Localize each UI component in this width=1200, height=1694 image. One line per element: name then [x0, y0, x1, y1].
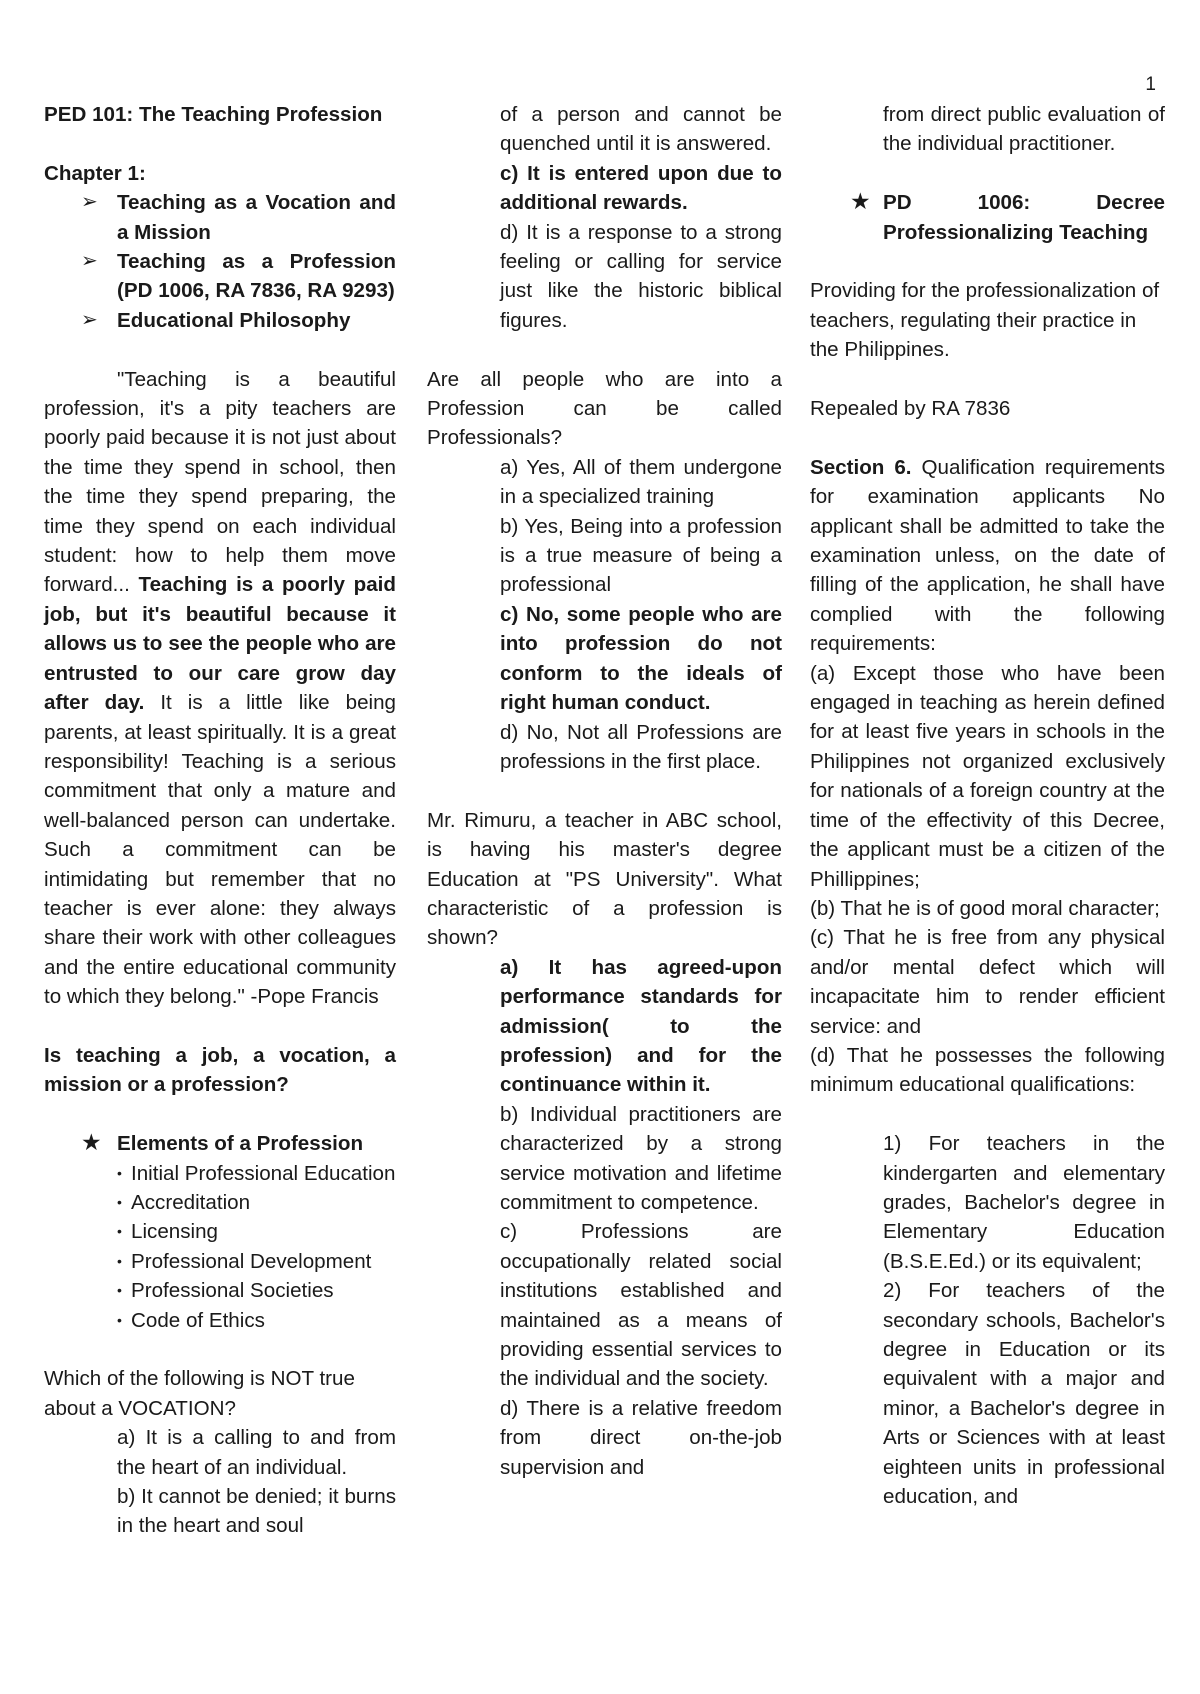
bullet-icon: • [117, 1311, 122, 1328]
requirement-a: (a) Except those who have been engaged in teaching as herein defined for at least five years in schools in the Philippines not organized exclusively for nationals of a foreign country at the time of the effectivity of this Decree, the applicant must be a citizen of the Phillippines; [810, 661, 1165, 891]
question-3-option-d: d) There is a relative freedom from direct on-the-job supervision and [500, 1396, 782, 1479]
question-3-stem: Mr. Rimuru, a teacher in ABC school, is having his master's degree Education at "PS University". What characteristic of a profession is shown? [427, 808, 782, 950]
requirement-c: (c) That he is free from any physical and/or mental defect which will incapacitate him to render efficient service: and [810, 926, 1165, 1038]
pope-francis-quote: "Teaching is a beautiful profession, it's a pity teachers are poorly paid because it is not just about the time they spend in school, then the time they spend preparing, the time they spend on each individual student: how to help them move forward... Teaching is a poorly paid job, but it's beautiful because it allows us to see the people who are entrusted to our care grow day after day. It is a little like being parents, at least spiritually. It is a great responsibility! Teaching is a serious commitment that only a mature and well-balanced person can undertake. Such a commitment can be intimidating but remember that no teacher is ever alone: they always share their work with other colleagues and the entire educational community to which they belong." -Pope Francis [44, 367, 396, 1009]
question-3-option-a-answer: a) It has agreed-upon performance standards for admission( to the profession) and for the continuance within it. [500, 955, 782, 1097]
bullet-icon: • [117, 1252, 122, 1269]
question-2-option-b: b) Yes, Being into a profession is a true measure of being a professional [500, 514, 782, 597]
section-6: Section 6. Qualification requirements for examination applicants No applicant shall be admitted to take the examination unless, on the date of filling of the application, he shall have complied with the following requirements: [810, 455, 1166, 656]
star-icon: ★ [850, 188, 871, 215]
pd-1006-description: Providing for the professionalization of teachers, regulating their practice in the Philippines. [810, 279, 1160, 362]
elements-heading: ★ Elements of a Profession [44, 1129, 396, 1158]
question-2-option-c-answer: c) No, some people who are into profession do not conform to the ideals of right human conduct. [500, 602, 782, 715]
bullet-icon: • [117, 1164, 122, 1181]
pd-1006-heading: ★ PD 1006: Decree Professionalizing Teaching [850, 188, 1165, 244]
question-1-option-d: d) It is a response to a strong feeling or calling for service just like the historic biblical figures. [500, 220, 782, 332]
element-item: • Accreditation [44, 1188, 396, 1217]
requirement-b: (b) That he is of good moral character; [810, 896, 1160, 920]
arrow-bullet-icon: ➢ [81, 250, 98, 273]
topic-item: ➢ Teaching as a Vocation and a Mission [44, 188, 396, 247]
question-3-option-d-cont: from direct public evaluation of the individual practitioner. [883, 103, 1165, 156]
bullet-icon: • [117, 1282, 122, 1299]
star-icon: ★ [81, 1129, 102, 1156]
question-3-option-b: b) Individual practitioners are characterized by a strong service motivation and lifetime commitment to competence. [500, 1102, 782, 1214]
question-1-option-a: a) It is a calling to and from the heart of an individual. [117, 1426, 396, 1479]
repealed-note: Repealed by RA 7836 [810, 397, 1011, 421]
element-item: • Professional Societies [44, 1276, 396, 1305]
question-2-option-d: d) No, Not all Professions are professions in the first place. [500, 720, 782, 773]
bullet-icon: • [117, 1223, 122, 1240]
requirement-d: (d) That he possesses the following minimum educational qualifications: [810, 1043, 1165, 1097]
bullet-icon: • [117, 1193, 122, 1210]
arrow-bullet-icon: ➢ [81, 191, 98, 214]
element-item: • Professional Development [44, 1247, 396, 1276]
page-number: 1 [1145, 74, 1156, 95]
topic-item: ➢ Teaching as a Profession (PD 1006, RA 7836, RA 9293) [44, 247, 396, 306]
question-1-option-c-answer: c) It is entered upon due to additional rewards. [500, 161, 782, 215]
question-1-option-b: b) It cannot be denied; it burns in the heart and soul [117, 1485, 396, 1538]
column-3 [810, 100, 1165, 1511]
column-1 [44, 100, 396, 1541]
question-1-option-b-cont: of a person and cannot be quenched until it is answered. [500, 103, 782, 156]
column-2 [427, 100, 782, 1482]
element-item: • Code of Ethics [44, 1306, 396, 1335]
discussion-question: Is teaching a job, a vocation, a mission or a profession? [44, 1043, 396, 1097]
question-2-stem: Are all people who are into a Profession can be called Professionals? [427, 367, 782, 450]
question-3-option-c: c) Professions are occupationally related social institutions established and maintained as a means of providing essential services to the individual and the society. [500, 1220, 782, 1391]
element-item: • Initial Professional Education [44, 1159, 396, 1188]
qualification-1: 1) For teachers in the kindergarten and elementary grades, Bachelor's degree in Elementary Education (B.S.E.Ed.) or its equivalent; [883, 1132, 1165, 1273]
element-item: • Licensing [44, 1217, 396, 1246]
qualification-2: 2) For teachers of the secondary schools, Bachelor's degree in Education or its equivalent with a major and minor, a Bachelor's degree in Arts or Sciences with at least eighteen units in professional education, and [883, 1279, 1165, 1509]
arrow-bullet-icon: ➢ [81, 308, 98, 331]
topic-item: ➢ Educational Philosophy [44, 306, 396, 335]
document-title: PED 101: The Teaching Profession [44, 103, 383, 126]
question-2-option-a: a) Yes, All of them undergone in a specialized training [500, 455, 782, 509]
question-1-stem: Which of the following is NOT true about a VOCATION? [44, 1367, 355, 1420]
chapter-heading: Chapter 1: [44, 161, 146, 185]
